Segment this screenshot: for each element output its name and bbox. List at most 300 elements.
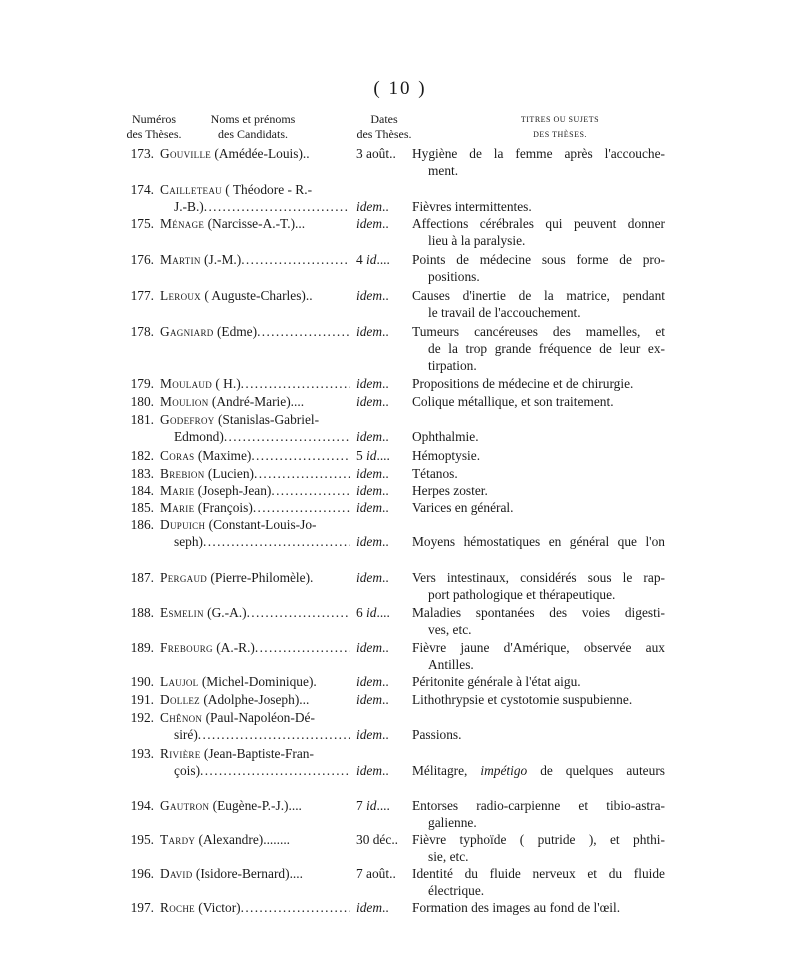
date-dots: .. (382, 376, 389, 391)
spacer (467, 763, 480, 778)
thesis-number: 194. (130, 798, 154, 813)
candidate-given-names: ( H.) (215, 376, 241, 391)
spacer (0, 587, 160, 604)
candidate-surname: Dupuich (160, 517, 206, 532)
date-text (356, 252, 390, 269)
leader-dots (241, 252, 350, 269)
thesis-title: Tumeurs cancéreuses des mamelles, et (412, 324, 665, 339)
thesis-title: Fièvre typhoïde ( putride ), et phthi- (412, 832, 665, 847)
spacer (160, 269, 350, 286)
candidate-name (160, 517, 350, 534)
thesis-title: Varices en général. (412, 500, 514, 515)
header-dates-line2: des Thèses. (356, 127, 412, 141)
date-dots: .. (382, 466, 389, 481)
spacer (0, 341, 160, 358)
candidate-name (160, 798, 350, 815)
date-dots: .. (382, 500, 389, 515)
candidate-name (160, 252, 350, 269)
thesis-title-continued: sie, etc. (428, 848, 469, 864)
thesis-number: 197. (130, 900, 154, 915)
spacer (0, 199, 160, 216)
thesis-entry (0, 866, 665, 900)
thesis-entry (0, 182, 665, 216)
entry-line (0, 466, 665, 483)
candidate-given-names: ( Théodore - R.- (225, 182, 313, 197)
thesis-title: Péritonite générale à l'état aigu. (412, 674, 581, 689)
spacer (0, 269, 160, 286)
candidate-surname: Esmelin (160, 605, 204, 620)
date-dots: .. (382, 216, 389, 231)
thesis-date (350, 534, 412, 551)
leader-dots (198, 727, 350, 744)
date-dots: .... (376, 252, 390, 267)
entry-line (0, 252, 665, 269)
entry-line (0, 727, 665, 744)
date-text (356, 199, 389, 216)
spacer (350, 517, 412, 534)
date-text (356, 640, 389, 657)
date-text (356, 216, 389, 233)
thesis-title (412, 763, 665, 780)
date-idem: idem (356, 692, 383, 707)
thesis-title-continued: galienne. (428, 814, 477, 830)
thesis-number: 173. (130, 146, 154, 161)
thesis-title: Points de médecine sous forme de pro- (412, 252, 665, 267)
thesis-title-continued: de la trop grande fréquence de leur ex- (428, 340, 665, 356)
candidate-given-names: (Stanislas-Gabriel- (217, 412, 320, 427)
thesis-entry (0, 146, 665, 180)
candidate-name (160, 288, 350, 305)
candidate-given-names-cont: siré) (174, 726, 198, 742)
spacer (412, 517, 665, 534)
entry-line (0, 429, 665, 446)
spacer (350, 341, 412, 358)
thesis-number: 176. (130, 252, 154, 267)
thesis-title-continued: ves, etc. (428, 621, 472, 637)
candidate-given-names: (Alexandre)........ (198, 832, 291, 847)
entry-line (0, 500, 665, 517)
header-noms-line2: des Candidats. (218, 127, 288, 141)
candidate-given-names: (Paul-Napoléon-Dé- (205, 710, 315, 725)
spacer (0, 358, 160, 375)
thesis-date (350, 324, 412, 341)
thesis-title-continued: positions. (428, 268, 480, 284)
thesis-number: 186. (130, 517, 154, 532)
thesis-number: 195. (130, 832, 154, 847)
thesis-entry (0, 412, 665, 446)
spacer (0, 534, 160, 551)
date-idem: idem (356, 500, 383, 515)
candidate-surname: Dollez (160, 692, 200, 707)
date-dots: .. (382, 570, 389, 585)
candidate-given-names: ( Auguste-Charles).. (204, 288, 313, 303)
thesis-title: Hémoptysie. (412, 448, 481, 463)
entry-line (0, 622, 665, 639)
date-idem: idem (356, 762, 383, 778)
candidate-given-names: (Victor) (198, 900, 241, 915)
entry-line (0, 587, 665, 604)
spacer (350, 746, 412, 763)
date-dots: .. (382, 324, 389, 339)
date-text (356, 900, 389, 917)
date-day: 5 (356, 448, 367, 463)
entry-line (0, 866, 665, 883)
candidate-name (160, 412, 350, 429)
candidate-surname: Pergaud (160, 570, 208, 585)
thesis-title-continued: le travail de l'accouchement. (428, 304, 581, 320)
date-dots: .. (382, 726, 389, 742)
entry-line (0, 517, 665, 534)
spacer (0, 883, 160, 900)
candidate-surname: Marie (160, 483, 195, 498)
spacer (350, 883, 412, 900)
entry-line (0, 448, 665, 465)
thesis-entry (0, 448, 665, 465)
spacer (160, 883, 350, 900)
leader-dots (224, 429, 350, 446)
thesis-number: 182. (130, 448, 154, 463)
candidate-given-names-cont: seph) (174, 533, 204, 549)
date-idem: id (366, 798, 377, 813)
spacer (160, 622, 350, 639)
thesis-date (350, 570, 412, 587)
candidate-surname: Cailleteau (160, 182, 222, 197)
thesis-title: Maladies spontanées des voies digesti- (412, 605, 665, 620)
candidate-name (160, 900, 350, 917)
candidate-surname: Coras (160, 448, 195, 463)
spacer (527, 763, 540, 778)
thesis-number: 188. (130, 605, 154, 620)
spacer (350, 815, 412, 832)
entry-line (0, 763, 665, 780)
date-dots: .... (376, 605, 390, 620)
date-idem: idem (356, 428, 383, 444)
candidate-name-continued (160, 429, 350, 446)
entry-line (0, 710, 665, 727)
entry-line (0, 674, 665, 691)
date-idem: id (366, 252, 377, 267)
thesis-date (350, 832, 412, 849)
leader-dots (241, 900, 350, 917)
spacer (412, 710, 665, 727)
candidate-given-names: (Lucien) (207, 466, 254, 481)
date-text: 30 déc.. (356, 832, 399, 847)
header-numeros (118, 112, 190, 142)
candidate-surname: Gagniard (160, 324, 214, 339)
date-text (356, 605, 390, 622)
spacer (350, 849, 412, 866)
candidate-surname: Roche (160, 900, 195, 915)
date-text (356, 500, 389, 517)
thesis-title-continued: Antilles. (428, 656, 474, 672)
date-text (356, 376, 389, 393)
thesis-date (350, 394, 412, 411)
candidate-name-continued (160, 727, 350, 744)
date-dots: .. (382, 692, 389, 707)
thesis-date (350, 692, 412, 709)
header-numeros-line2: des Thèses. (126, 127, 182, 141)
spacer (0, 429, 160, 446)
thesis-number: 193. (130, 746, 154, 761)
thesis-entry (0, 832, 665, 866)
date-dots: .. (382, 288, 389, 303)
date-dots: .... (376, 798, 390, 813)
thesis-title: Causes d'inertie de la matrice, pendant (412, 288, 665, 303)
candidate-given-names: (Pierre-Philomèle). (210, 570, 314, 585)
thesis-title: Identité du fluide nerveux et du fluide (412, 866, 665, 881)
thesis-entry (0, 710, 665, 744)
date-text (356, 448, 390, 465)
candidate-name (160, 570, 350, 587)
spacer (412, 746, 665, 763)
candidate-given-names: (François) (197, 500, 253, 515)
thesis-title-continued: port pathologique et thérapeutique. (428, 586, 616, 602)
thesis-title: Entorses radio-carpienne et tibio-astra- (412, 798, 665, 813)
spacer (0, 727, 160, 744)
thesis-number: 191. (130, 692, 154, 707)
thesis-entry (0, 640, 665, 674)
spacer (160, 233, 350, 250)
date-idem: id (366, 605, 377, 620)
date-text (356, 534, 389, 551)
candidate-given-names-cont: Edmond) (174, 428, 224, 444)
date-day: 4 (356, 252, 367, 267)
spacer (0, 233, 160, 250)
entry-line (0, 815, 665, 832)
spacer (160, 815, 350, 832)
thesis-date (350, 866, 412, 883)
date-idem: idem (356, 216, 383, 231)
thesis-date (350, 798, 412, 815)
entry-line (0, 640, 665, 657)
candidate-surname: Laujol (160, 674, 199, 689)
date-text (356, 429, 389, 446)
entry-line (0, 163, 665, 180)
thesis-number: 179. (130, 376, 154, 391)
entry-line (0, 358, 665, 375)
candidate-surname: Tardy (160, 832, 196, 847)
thesis-title-part: Mélitagre, (412, 762, 468, 778)
thesis-number: 175. (130, 216, 154, 231)
leader-dots (247, 605, 350, 622)
thesis-entry (0, 798, 665, 832)
candidate-name (160, 466, 350, 483)
spacer (350, 163, 412, 180)
candidate-given-names: (G.-A.) (207, 605, 247, 620)
thesis-title: Fièvre jaune d'Amérique, observée aux (412, 640, 665, 655)
thesis-number: 184. (130, 483, 154, 498)
entry-line (0, 605, 665, 622)
entry-line (0, 341, 665, 358)
candidate-name (160, 448, 350, 465)
header-dates-line1: Dates (370, 112, 398, 126)
thesis-number: 187. (130, 570, 154, 585)
entry-line (0, 216, 665, 233)
date-text (356, 763, 389, 780)
candidate-surname: Gouville (160, 146, 212, 161)
candidate-surname: Chênon (160, 710, 203, 725)
spacer (160, 849, 350, 866)
date-idem: idem (356, 726, 383, 742)
thesis-date (350, 466, 412, 483)
thesis-entry (0, 500, 665, 517)
entry-line (0, 798, 665, 815)
thesis-date (350, 727, 412, 744)
spacer (350, 269, 412, 286)
thesis-title: Ophthalmie. (412, 428, 479, 444)
thesis-title: Colique métallique, et son traitement. (412, 394, 614, 409)
thesis-title: Passions. (412, 726, 462, 742)
entry-line (0, 324, 665, 341)
entry-line (0, 394, 665, 411)
candidate-name (160, 216, 350, 233)
candidate-given-names: (Constant-Louis-Jo- (208, 517, 317, 532)
thesis-number: 189. (130, 640, 154, 655)
page-number: ( 10 ) (373, 78, 427, 99)
header-titres (490, 112, 630, 142)
candidate-name-continued (160, 534, 350, 551)
date-dots: .. (382, 674, 389, 689)
candidate-given-names: (A.-R.) (216, 640, 255, 655)
spacer (350, 657, 412, 674)
candidate-name (160, 692, 350, 709)
thesis-entry (0, 746, 665, 780)
date-idem: idem (356, 466, 383, 481)
leader-dots (253, 500, 350, 517)
date-idem: idem (356, 674, 383, 689)
spacer (350, 305, 412, 322)
spacer (160, 358, 350, 375)
thesis-title: Propositions de médecine et de chirurgie. (412, 376, 634, 391)
thesis-entry (0, 252, 665, 286)
thesis-entry (0, 570, 665, 604)
leader-dots (251, 448, 350, 465)
thesis-title-continued: lieu à la paralysie. (428, 232, 526, 248)
thesis-date (350, 500, 412, 517)
entry-line (0, 900, 665, 917)
entry-line (0, 534, 665, 551)
candidate-surname: Moulaud (160, 376, 213, 391)
spacer (160, 657, 350, 674)
thesis-title-continued: tirpation. (428, 357, 477, 373)
leader-dots (255, 640, 350, 657)
thesis-entry (0, 483, 665, 500)
thesis-title: Formation des images au fond de l'œil. (412, 900, 621, 915)
candidate-name (160, 324, 350, 341)
thesis-number: 181. (130, 412, 154, 427)
candidate-name (160, 394, 350, 411)
candidate-name (160, 146, 350, 163)
candidate-given-names: (Maxime) (197, 448, 252, 463)
header-numeros-line1: Numéros (132, 112, 176, 126)
candidate-given-names: (Narcisse-A.-T.)... (207, 216, 306, 231)
candidate-name (160, 483, 350, 500)
leader-dots (271, 483, 350, 500)
date-text (356, 466, 389, 483)
header-titres-line1: TITRES OU SUJETS (520, 115, 600, 124)
leader-dots (241, 376, 350, 393)
thesis-entry (0, 674, 665, 691)
spacer (412, 182, 665, 199)
candidate-surname: Godefroy (160, 412, 215, 427)
entry-line (0, 849, 665, 866)
thesis-date (350, 429, 412, 446)
entry-line (0, 692, 665, 709)
thesis-entry (0, 288, 665, 322)
thesis-date (350, 288, 412, 305)
thesis-entry (0, 216, 665, 250)
date-text (356, 288, 389, 305)
thesis-number: 180. (130, 394, 154, 409)
leader-dots (204, 199, 350, 216)
entry-line (0, 233, 665, 250)
thesis-date (350, 640, 412, 657)
date-dots: .. (382, 394, 389, 409)
entry-line (0, 746, 665, 763)
thesis-number: 196. (130, 866, 154, 881)
candidate-given-names-cont: çois) (174, 762, 201, 778)
candidate-name (160, 605, 350, 622)
thesis-date (350, 199, 412, 216)
thesis-title: Fièvres intermittentes. (412, 198, 532, 214)
candidate-surname: Ménage (160, 216, 205, 231)
spacer (160, 341, 350, 358)
leader-dots (203, 534, 350, 551)
spacer (0, 622, 160, 639)
date-idem: idem (356, 376, 383, 391)
date-text (356, 674, 389, 691)
spacer (0, 163, 160, 180)
thesis-title: Tétanos. (412, 466, 458, 481)
candidate-name (160, 182, 350, 199)
entry-line (0, 883, 665, 900)
leader-dots (200, 763, 350, 780)
date-text (356, 483, 389, 500)
candidate-name (160, 500, 350, 517)
thesis-number: 178. (130, 324, 154, 339)
spacer (412, 412, 665, 429)
spacer (0, 849, 160, 866)
candidate-surname: Moulion (160, 394, 209, 409)
date-dots: .. (382, 762, 389, 778)
thesis-number: 192. (130, 710, 154, 725)
candidate-name-continued (160, 199, 350, 216)
candidate-surname: Gautron (160, 798, 210, 813)
thesis-title: Vers intestinaux, considérés sous le rap- (412, 570, 665, 585)
thesis-date (350, 252, 412, 269)
header-dates (350, 112, 418, 142)
thesis-entry (0, 692, 665, 709)
date-day: 7 (356, 798, 367, 813)
candidate-surname: Marie (160, 500, 195, 515)
thesis-title-continued: ment. (428, 162, 459, 178)
candidate-given-names: (Isidore-Bernard).... (195, 866, 303, 881)
candidate-given-names: (J.-M.) (204, 252, 242, 267)
thesis-entry (0, 900, 665, 917)
thesis-date (350, 605, 412, 622)
thesis-date (350, 216, 412, 233)
thesis-date (350, 900, 412, 917)
thesis-title: Hygiène de la femme après l'accouche- (412, 146, 665, 161)
candidate-given-names: (Edme) (216, 324, 258, 339)
date-text (356, 394, 389, 411)
entry-line (0, 146, 665, 163)
date-idem: idem (356, 394, 383, 409)
candidate-surname: Brebion (160, 466, 205, 481)
candidate-given-names: (Eugène-P.-J.).... (212, 798, 302, 813)
thesis-entry (0, 517, 665, 551)
header-noms (198, 112, 308, 142)
